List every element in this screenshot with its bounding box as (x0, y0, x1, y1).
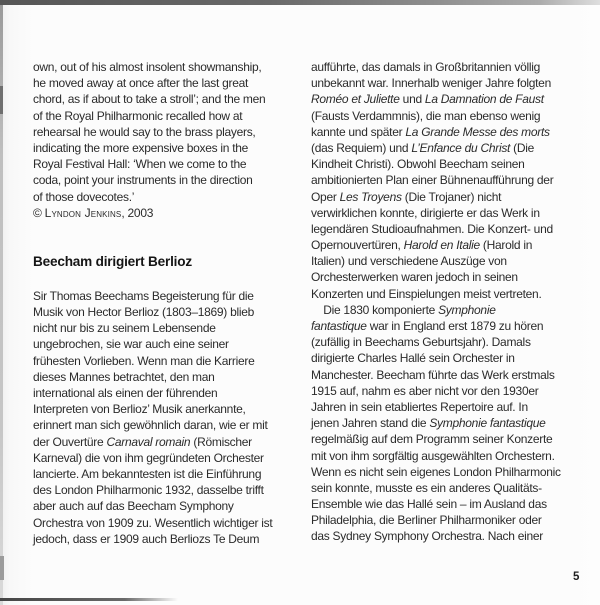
text-line: ambitionierten Plan einer Bühnenaufführung der (311, 173, 554, 188)
text-line: Karneval) die von ihm gegründeten Orchester (33, 450, 264, 465)
right-column (311, 59, 586, 545)
text-line: dieses Mannes betrachtet, den man (33, 369, 215, 384)
text-line: coda, point your instruments in the direction (33, 173, 253, 188)
text-line: regelmäßig auf dem Programm seiner Konzerte (311, 432, 553, 447)
text-line: jedoch, dass er 1909 auch Berliozs Te Deum (33, 531, 260, 546)
section-heading: Beecham dirigiert Berlioz (33, 253, 192, 269)
text-line: Manchester. Beecham führte das Werk erstmals (311, 367, 555, 382)
text-line: mit von ihm sorgfältig ausgewählten Orchestern. (311, 448, 555, 463)
text-line: © Lyndon Jenkins, 2003 (33, 205, 154, 220)
scan-edge-mark (0, 86, 3, 114)
text-line: Oper Les Troyens (Die Trojaner) nicht (311, 189, 502, 204)
scan-bottom-edge (0, 598, 178, 601)
scan-top-edge (0, 0, 600, 5)
text-line: erinnert man sich gewöhnlich daran, wie er mit (33, 418, 268, 433)
text-line: Ensemble wie das Hallé sein – im Ausland das (311, 497, 547, 512)
scan-edge-mark (0, 556, 4, 580)
text-line: Kindheit Christi). Obwohl Beecham seinen (311, 157, 525, 172)
text-line: jenen Jahren stand die Symphonie fantastique (311, 416, 546, 431)
text-line: das Sydney Symphony Orchestra. Nach einer (311, 529, 543, 544)
text-line: Royal Festival Hall: ‘When we come to the (33, 157, 247, 172)
paragraph-english-conclusion (33, 59, 301, 221)
text-line: lancierte. Am bekanntesten ist die Einführung (33, 466, 262, 481)
text-line: Die 1830 komponierte Symphonie (311, 302, 496, 317)
text-line: own, out of his almost insolent showmanship, (33, 60, 262, 74)
text-line: Opernouvertüren, Harold en Italie (Harold in (311, 238, 533, 253)
text-line: (zufällig in Beechams Geburtsjahr). Damals (311, 335, 531, 350)
paragraph-german-intro (33, 288, 301, 547)
text-line: of those dovecotes.’ (33, 189, 135, 204)
text-line: ungebrochen, sie war auch eine seiner (33, 337, 229, 352)
text-line: aber auch auf das Beecham Symphony (33, 499, 234, 514)
text-line: Philadelphia, die Berliner Philharmoniker oder (311, 513, 542, 528)
text-line: Jahren in sein etabliertes Repertoire auf. In (311, 399, 528, 414)
text-line: sein konnte, musste es ein anderes Qualitäts- (311, 480, 542, 495)
text-line: (das Requiem) und L’Enfance du Christ (Die (311, 140, 535, 155)
text-line: frühesten Vorlieben. Wenn man die Karriere (33, 353, 255, 368)
text-line: of the Royal Philharmonic recalled how at (33, 108, 243, 123)
text-line: legendären Studioaufnahmen. Die Konzert- und (311, 221, 553, 236)
text-line: Konzerten und Einspielungen meist vertreten. (311, 286, 542, 301)
text-line: Orchesterwerken waren jedoch in seinen (311, 270, 518, 285)
text-line: verwirklichen konnte, dirigierte er das Werk in (311, 205, 540, 220)
text-line: der Ouvertüre Carnaval romain (Römischer (33, 434, 252, 449)
text-line: Italien) und verschiedene Auszüge von (311, 254, 507, 269)
text-line: dirigierte Charles Hallé sein Orchester in (311, 351, 515, 366)
text-line: aufführte, das damals in Großbritannien völlig (311, 60, 541, 74)
text-line: Roméo et Juliette und La Damnation de Faust (311, 92, 544, 107)
text-line: he moved away at once after the last great (33, 76, 249, 91)
text-line: Sir Thomas Beechams Begeisterung für die (33, 288, 254, 303)
page-number: 5 (573, 571, 580, 583)
text-line: (Fausts Verdammnis), die man ebenso wenig (311, 108, 541, 123)
text-line: Interpreten von Berlioz’ Musik anerkannte, (33, 402, 246, 417)
text-line: chord, as if about to take a stroll’; and the men (33, 92, 266, 107)
text-line: kannte und später La Grande Messe des morts (311, 124, 550, 139)
text-line: 1915 auf, nahm es aber nicht vor den 1930er (311, 383, 539, 398)
text-line: indicating the more expensive boxes in the (33, 140, 249, 155)
left-column (33, 59, 301, 547)
text-line: rehearsal he would say to the brass players, (33, 124, 256, 139)
text-line: fantastique war in England erst 1879 zu hören (311, 319, 544, 333)
text-line: international als einen der führenden (33, 386, 218, 400)
text-line: unbekannt war. Innerhalb weniger Jahre folgten (311, 76, 551, 91)
text-line: Wenn es nicht sein eigenes London Philharmonic (311, 464, 561, 479)
text-line: Musik von Hector Berlioz (1803–1869) blieb (33, 305, 255, 320)
text-line: nicht nur bis zu seinem Lebensende (33, 321, 216, 336)
text-line: Orchestra von 1909 zu. Wesentlich wichtiger ist (33, 515, 273, 530)
text-line: des London Philharmonic 1932, dasselbe trifft (33, 483, 264, 498)
